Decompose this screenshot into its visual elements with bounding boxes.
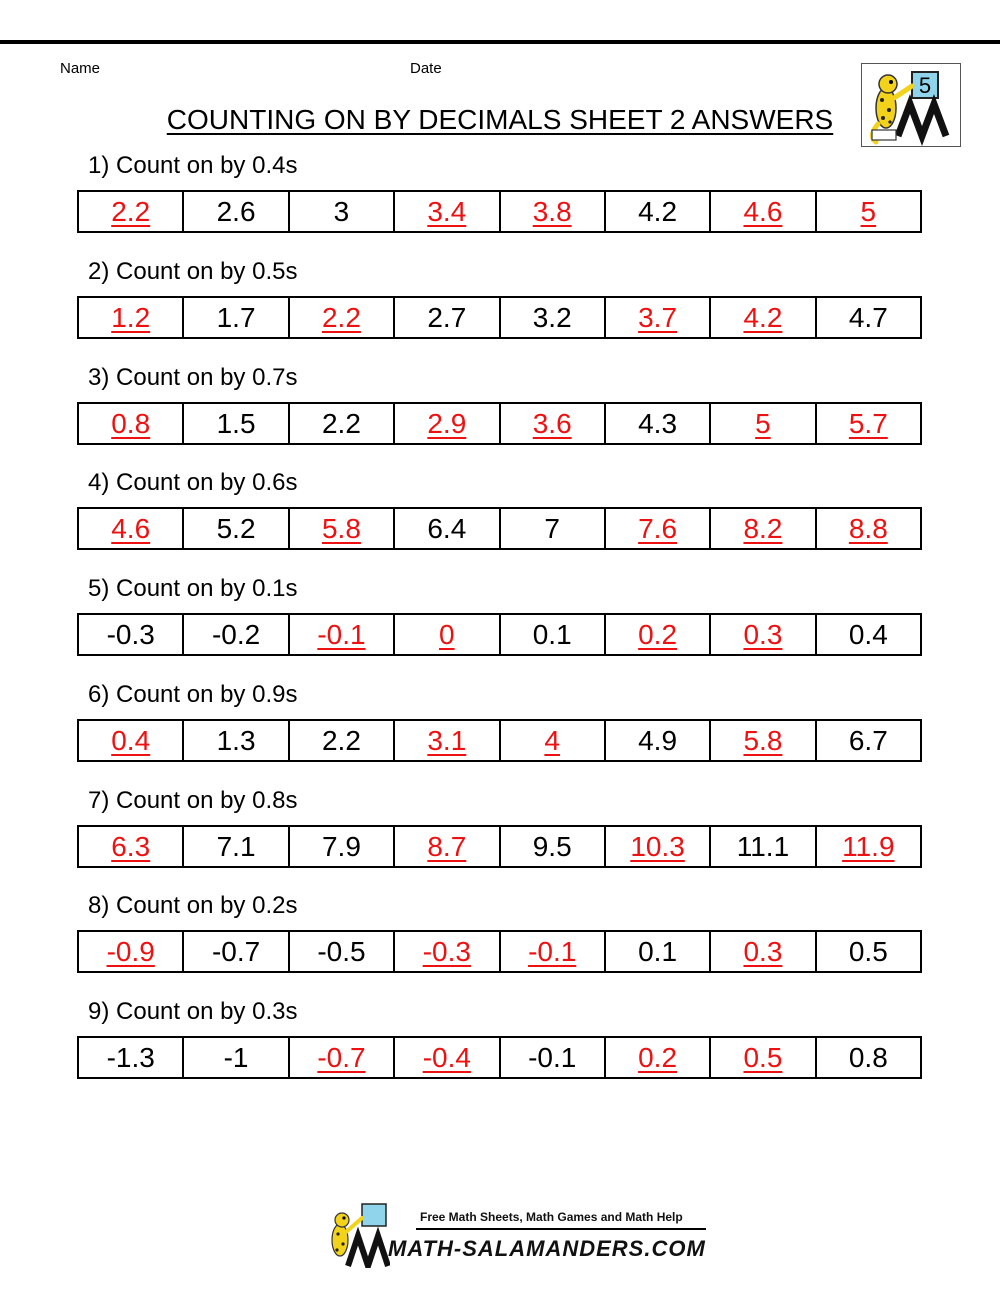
number-sequence-row	[77, 190, 922, 233]
question-label: 8) Count on by 0.2s	[88, 892, 298, 919]
answer-cell: 8.7	[393, 827, 498, 866]
given-cell: -1	[182, 1038, 287, 1077]
given-cell: -0.5	[288, 932, 393, 971]
answer-cell: 4.6	[111, 512, 151, 544]
answer-cell: 0	[393, 615, 498, 654]
answer-cell: 0.2	[604, 1038, 709, 1077]
answer-cell: 5	[709, 404, 814, 443]
footer-tagline: Free Math Sheets, Math Games and Math Help	[420, 1210, 683, 1224]
number-sequence-row	[77, 507, 922, 550]
given-cell: 4.9	[604, 721, 709, 760]
given-cell: 1.3	[182, 721, 287, 760]
answer-cell: -0.3	[393, 932, 498, 971]
given-cell: 11.1	[709, 827, 814, 866]
date-label: Date	[410, 60, 442, 77]
question-label: 3) Count on by 0.7s	[88, 364, 298, 391]
given-cell: 4.7	[815, 298, 920, 337]
given-cell: -0.2	[182, 615, 287, 654]
answer-cell: 10.3	[604, 827, 709, 866]
given-cell: -0.3	[106, 618, 155, 650]
question-label: 1) Count on by 0.4s	[88, 152, 298, 179]
answer-cell: 4	[499, 721, 604, 760]
answer-cell: 4.6	[709, 192, 814, 231]
given-cell: 6.4	[393, 509, 498, 548]
grade-number: 5	[918, 73, 932, 98]
given-cell: 0.8	[815, 1038, 920, 1077]
answer-cell: 1.2	[111, 301, 151, 333]
answer-cell: 2.2	[288, 298, 393, 337]
given-cell: -0.1	[499, 1038, 604, 1077]
given-cell: 7.1	[182, 827, 287, 866]
answer-cell: 3.7	[604, 298, 709, 337]
given-cell: 7.9	[288, 827, 393, 866]
answer-cell: 8.2	[709, 509, 814, 548]
salamander-logo-icon	[326, 1202, 390, 1268]
given-cell: 6.7	[815, 721, 920, 760]
given-cell: 3.2	[499, 298, 604, 337]
answer-cell: 6.3	[111, 830, 151, 862]
number-sequence-row	[77, 296, 922, 339]
answer-cell: -0.1	[499, 932, 604, 971]
given-cell: 2.7	[393, 298, 498, 337]
given-cell: 4.2	[604, 192, 709, 231]
answer-cell: 5.7	[815, 404, 920, 443]
answer-cell: 0.8	[111, 407, 151, 439]
answer-cell: 0.5	[709, 1038, 814, 1077]
footer-site-name: MATH-SALAMANDERS.COM	[388, 1236, 706, 1261]
answer-cell: -0.1	[288, 615, 393, 654]
given-cell: 7	[499, 509, 604, 548]
given-cell: 1.7	[182, 298, 287, 337]
answer-cell: 2.2	[111, 195, 151, 227]
answer-cell: 3.6	[499, 404, 604, 443]
question-label: 5) Count on by 0.1s	[88, 575, 298, 602]
answer-cell: 0.2	[604, 615, 709, 654]
number-sequence-row	[77, 719, 922, 762]
given-cell: 9.5	[499, 827, 604, 866]
number-sequence-row	[77, 402, 922, 445]
question-label: 6) Count on by 0.9s	[88, 681, 298, 708]
given-cell: 5.2	[182, 509, 287, 548]
answer-cell: 3.8	[499, 192, 604, 231]
answer-cell: 3.4	[393, 192, 498, 231]
answer-cell: 2.9	[393, 404, 498, 443]
given-cell: 2.2	[288, 404, 393, 443]
question-label: 2) Count on by 0.5s	[88, 258, 298, 285]
given-cell: 4.3	[604, 404, 709, 443]
answer-cell: -0.4	[393, 1038, 498, 1077]
answer-cell: 8.8	[815, 509, 920, 548]
answer-cell: -0.7	[288, 1038, 393, 1077]
answer-cell: 11.9	[815, 827, 920, 866]
given-cell: 2.2	[288, 721, 393, 760]
given-cell: 2.6	[182, 192, 287, 231]
answer-cell: 5	[815, 192, 920, 231]
given-cell: 0.1	[604, 932, 709, 971]
number-sequence-row	[77, 825, 922, 868]
given-cell: 0.4	[815, 615, 920, 654]
answer-cell: -0.9	[106, 935, 155, 967]
page-title: COUNTING ON BY DECIMALS SHEET 2 ANSWERS	[166, 104, 834, 135]
footer-rule	[416, 1228, 706, 1230]
answer-cell: 3.1	[393, 721, 498, 760]
number-sequence-row	[77, 1036, 922, 1079]
number-sequence-row	[77, 930, 922, 973]
answer-cell: 0.4	[111, 724, 151, 756]
given-cell: 1.5	[182, 404, 287, 443]
question-label: 4) Count on by 0.6s	[88, 469, 298, 496]
answer-cell: 0.3	[709, 932, 814, 971]
answer-cell: 4.2	[709, 298, 814, 337]
given-cell: 0.1	[499, 615, 604, 654]
top-rule	[0, 40, 1000, 44]
name-label: Name	[60, 60, 101, 77]
footer	[326, 1200, 716, 1270]
number-sequence-row	[77, 613, 922, 656]
given-cell: -0.7	[182, 932, 287, 971]
question-label: 9) Count on by 0.3s	[88, 998, 298, 1025]
given-cell: 0.5	[815, 932, 920, 971]
given-cell: 3	[288, 192, 393, 231]
answer-cell: 5.8	[288, 509, 393, 548]
answer-cell: 0.3	[709, 615, 814, 654]
answer-cell: 7.6	[604, 509, 709, 548]
answer-cell: 5.8	[709, 721, 814, 760]
question-label: 7) Count on by 0.8s	[88, 787, 298, 814]
given-cell: -1.3	[106, 1041, 155, 1073]
